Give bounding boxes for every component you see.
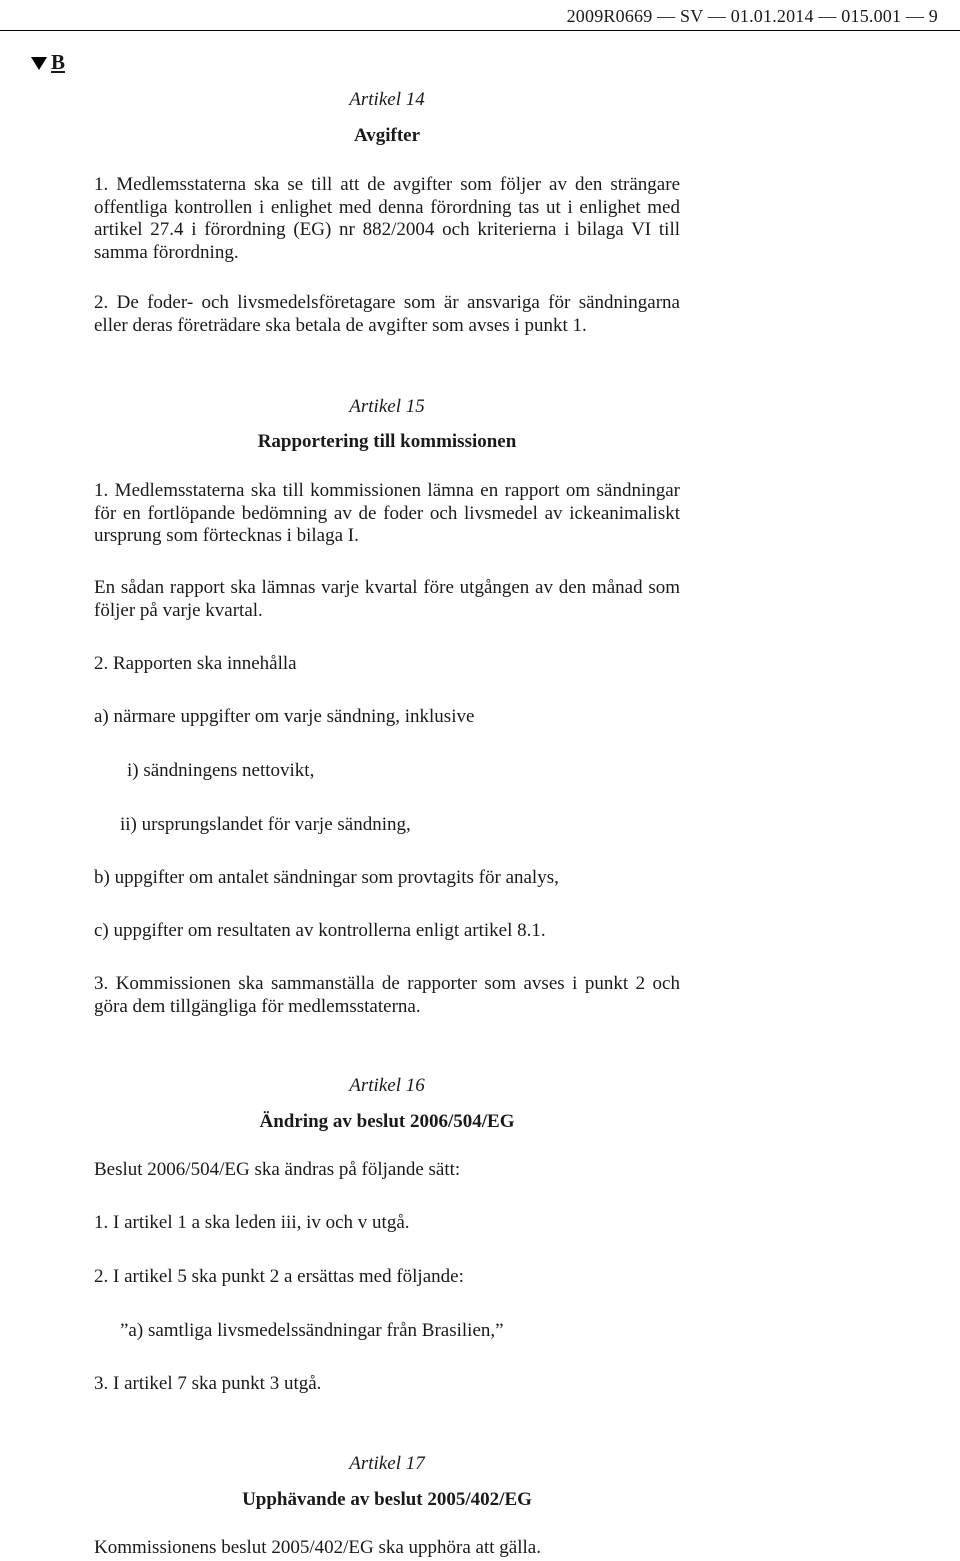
article-15-item-a-i: i) sändningens nettovikt, [127,760,315,781]
article-16-heading: Ändring av beslut 2006/504/EG [259,1111,515,1132]
article-15-item-c: c) uppgifter om resultaten av kontrollerna enligt artikel 8.1. [94,920,546,941]
marker-label: B [51,50,66,74]
running-header [0,0,960,31]
article-14-title: Artikel 14 [349,89,425,110]
triangle-down-icon [31,57,47,70]
article-16-item-2: 2. I artikel 5 ska punkt 2 a ersättas med följande: [94,1266,464,1287]
article-16-title: Artikel 16 [349,1075,425,1096]
article-14-paragraph-2: 2. De foder- och livsmedelsföretagare som är ansvariga för sändningarna eller deras företrädare ska betala de avgifter som avses i punkt 1. [94,292,680,336]
article-15-paragraph-2: 2. Rapporten ska innehålla [94,653,297,674]
article-15-item-a-ii: ii) ursprungslandet för varje sändning, [120,814,411,835]
article-14-paragraph-1: 1. Medlemsstaterna ska se till att de avgifter som följer av den strängare offentliga kontrollen i enlighet med denna förordning tas ut i enlighet med artikel 27.4 i förordning (EG) nr 882/2004 och kriterierna i bilaga VI till samma förordning. [94,174,680,263]
article-15-paragraph-1: 1. Medlemsstaterna ska till kommissionen lämna en rapport om sändningar för en fortlöpande bedömning av de foder och livsmedel av ickeanimaliskt ursprung som förtecknas i bilaga I. [94,480,680,546]
article-15-item-b: b) uppgifter om antalet sändningar som provtagits för analys, [94,867,559,888]
article-14-heading: Avgifter [353,125,421,146]
amendment-marker [31,50,65,75]
article-15-item-a: a) närmare uppgifter om varje sändning, inklusive [94,706,475,727]
article-15-heading: Rapportering till kommissionen [257,431,517,452]
article-16-intro: Beslut 2006/504/EG ska ändras på följande sätt: [94,1159,461,1180]
article-15-paragraph-1b: En sådan rapport ska lämnas varje kvartal före utgången av den månad som följer på varje kvartal. [94,577,680,621]
article-17-title: Artikel 17 [349,1453,425,1474]
article-15-paragraph-3: 3. Kommissionen ska sammanställa de rapporter som avses i punkt 2 och göra dem tillgängliga för medlemsstaterna. [94,973,680,1017]
article-17-heading: Upphävande av beslut 2005/402/EG [242,1489,532,1510]
article-15-title: Artikel 15 [349,396,425,417]
article-17-text: Kommissionens beslut 2005/402/EG ska upphöra att gälla. [94,1537,541,1558]
running-head-text: 2009R0669 — SV — 01.01.2014 — 015.001 — 9 [566,6,938,26]
article-16-quote: ”a) samtliga livsmedelssändningar från Brasilien,” [120,1320,504,1341]
article-16-item-3: 3. I artikel 7 ska punkt 3 utgå. [94,1373,322,1394]
article-16-item-1: 1. I artikel 1 a ska leden iii, iv och v utgå. [94,1212,410,1233]
